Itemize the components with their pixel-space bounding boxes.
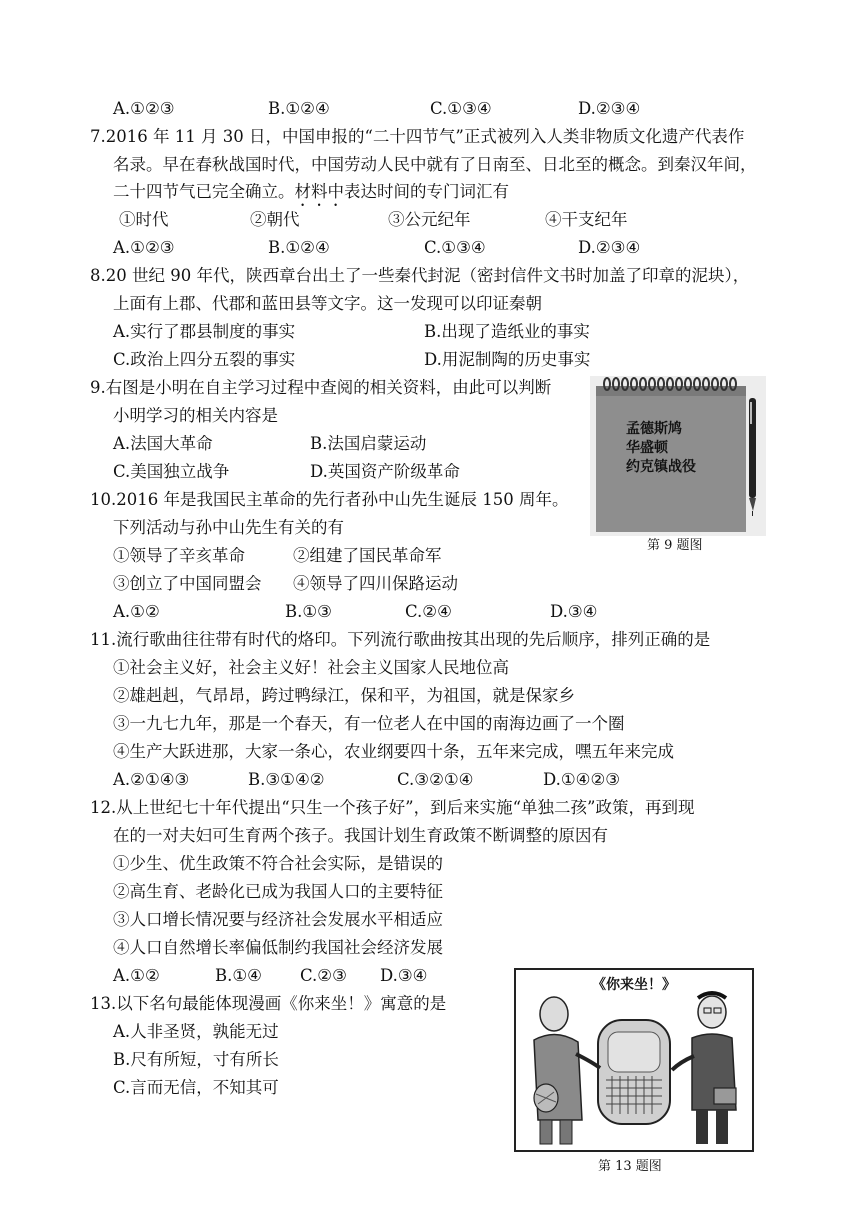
q12-item-3: ③人口增长情况要与经济社会发展水平相适应: [113, 910, 443, 929]
q12-option-b: B.①④: [215, 966, 262, 985]
notebook-line-3: 约克镇战役: [626, 459, 696, 475]
notebook-line-1: 孟德斯鸠: [626, 421, 682, 437]
q7-stem-line3-a: 二十四节气已完全确立。: [113, 182, 295, 201]
q11-item-2: ②雄赳赳，气昂昂，跨过鸭绿江，保和平，为祖国，就是保家乡: [113, 686, 575, 705]
q11-option-d: D.①④②③: [543, 770, 621, 789]
q9-figure: [590, 376, 766, 536]
q7-stem-line3: [113, 181, 509, 210]
q13-option-a: A.人非圣贤，孰能无过: [113, 1022, 279, 1041]
q12-option-a: A.①②: [113, 966, 160, 985]
q12-option-c: C.②③: [300, 966, 347, 985]
q12-option-d: D.③④: [380, 966, 428, 985]
q9-option-a: A.法国大革命: [113, 434, 213, 453]
q7-item-3: ③公元纪年: [388, 210, 471, 229]
q8-option-c: C.政治上四分五裂的事实: [113, 350, 296, 369]
q10-option-d: D.③④: [550, 602, 598, 621]
q7-item-2: ②朝代: [250, 210, 300, 229]
q7-stem-line2: 名录。早在春秋战国时代，中国劳动人民中就有了日南至、日北至的概念。到秦汉年间，: [113, 155, 757, 174]
q13-cartoon: [514, 968, 754, 1152]
q10-item-4: ④领导了四川保路运动: [293, 574, 458, 593]
q10-stem-line2: 下列活动与孙中山先生有关的有: [113, 518, 344, 537]
q12-item-4: ④人口自然增长率偏低制约我国社会经济发展: [113, 938, 443, 957]
q6-option-d: D.②③④: [578, 99, 641, 118]
q9-option-c: C.美国独立战争: [113, 462, 230, 481]
q10-option-c: C.②④: [405, 602, 452, 621]
q11-stem-line1: 11.流行歌曲往往带有时代的烙印。下列流行歌曲按其出现的先后顺序，排列正确的是: [90, 630, 711, 649]
q7-option-a: A.①②③: [113, 238, 175, 257]
q12-item-1: ①少生、优生政策不符合社会实际，是错误的: [113, 854, 443, 873]
q11-option-a: A.②①④③: [113, 770, 190, 789]
q9-option-d: D.英国资产阶级革命: [310, 462, 460, 481]
q9-figure-caption: 第 9 题图: [647, 538, 703, 553]
q10-item-3: ③创立了中国同盟会: [113, 574, 262, 593]
q12-stem-line1: 12.从上世纪七十年代提出“只生一个孩子好”，到后来实施“单独二孩”政策，再到现: [90, 798, 695, 817]
q6-option-a: A.①②③: [113, 99, 175, 118]
q8-stem-line2: 上面有上郡、代郡和蓝田县等文字。这一发现可以印证秦朝: [113, 294, 542, 313]
q11-item-4: ④生产大跃进那，大家一条心，农业纲要四十条，五年来完成，嘿五年来完成: [113, 742, 674, 761]
q8-stem-line1: 8.20 世纪 90 年代，陕西章台出土了一些秦代封泥（密封信件文书时加盖了印章的泥块），: [90, 266, 750, 285]
q12-item-2: ②高生育、老龄化已成为我国人口的主要特征: [113, 882, 443, 901]
q10-option-b: B.①③: [285, 602, 332, 621]
q11-item-3: ③一九七九年，那是一个春天，有一位老人在中国的南海边画了一个圈: [113, 714, 625, 733]
q9-stem-line1: 9.右图是小明在自主学习过程中查阅的相关资料，由此可以判断: [90, 378, 552, 397]
cartoon-title: 《你来坐！》: [592, 977, 676, 993]
q10-stem-line1: 10.2016 年是我国民主革命的先行者孙中山先生诞辰 150 周年。: [90, 490, 569, 509]
q9-stem-line2: 小明学习的相关内容是: [113, 406, 278, 425]
q10-item-2: ②组建了国民革命军: [293, 546, 442, 565]
q7-item-4: ④干支纪年: [545, 210, 628, 229]
q7-stem-line1: 7.2016 年 11 月 30 日，中国申报的“二十四节气”正式被列入人类非物质文化遗产代表作: [90, 127, 745, 146]
q8-option-d: D.用泥制陶的历史事实: [424, 350, 591, 369]
q9-option-b: B.法国启蒙运动: [310, 434, 427, 453]
q8-option-a: A.实行了郡县制度的事实: [113, 322, 296, 341]
q13-option-c: C.言而无信，不知其可: [113, 1078, 279, 1097]
q6-option-b: B.①②④: [268, 99, 330, 118]
q7-option-c: C.①③④: [424, 238, 486, 257]
notebook-line-2: 华盛顿: [626, 440, 668, 456]
q13-figure-caption: 第 13 题图: [598, 1159, 662, 1174]
q11-option-c: C.③②①④: [397, 770, 474, 789]
q13-option-b: B.尺有所短，寸有所长: [113, 1050, 279, 1069]
q12-stem-line2: 在的一对夫妇可生育两个孩子。我国计划生育政策不断调整的原因有: [113, 826, 608, 845]
q10-item-1: ①领导了辛亥革命: [113, 546, 245, 565]
q7-option-b: B.①②④: [268, 238, 330, 257]
q10-option-a: A.①②: [113, 602, 160, 621]
q6-option-c: C.①③④: [430, 99, 492, 118]
q7-item-1: ①时代: [119, 210, 169, 229]
q8-option-b: B.出现了造纸业的事实: [424, 322, 590, 341]
q11-item-1: ①社会主义好，社会主义好！社会主义国家人民地位高: [113, 658, 509, 677]
q11-option-b: B.③①④②: [248, 770, 325, 789]
q13-stem-line1: 13.以下名句最能体现漫画《你来坐！》寓意的是: [90, 994, 447, 1013]
q7-option-d: D.②③④: [578, 238, 641, 257]
q7-emphasis-text: 材料中: [294, 182, 344, 201]
cartoon-drawing: [516, 970, 752, 1150]
q7-stem-line3-c: 表达时间的专门词汇有: [344, 182, 509, 201]
